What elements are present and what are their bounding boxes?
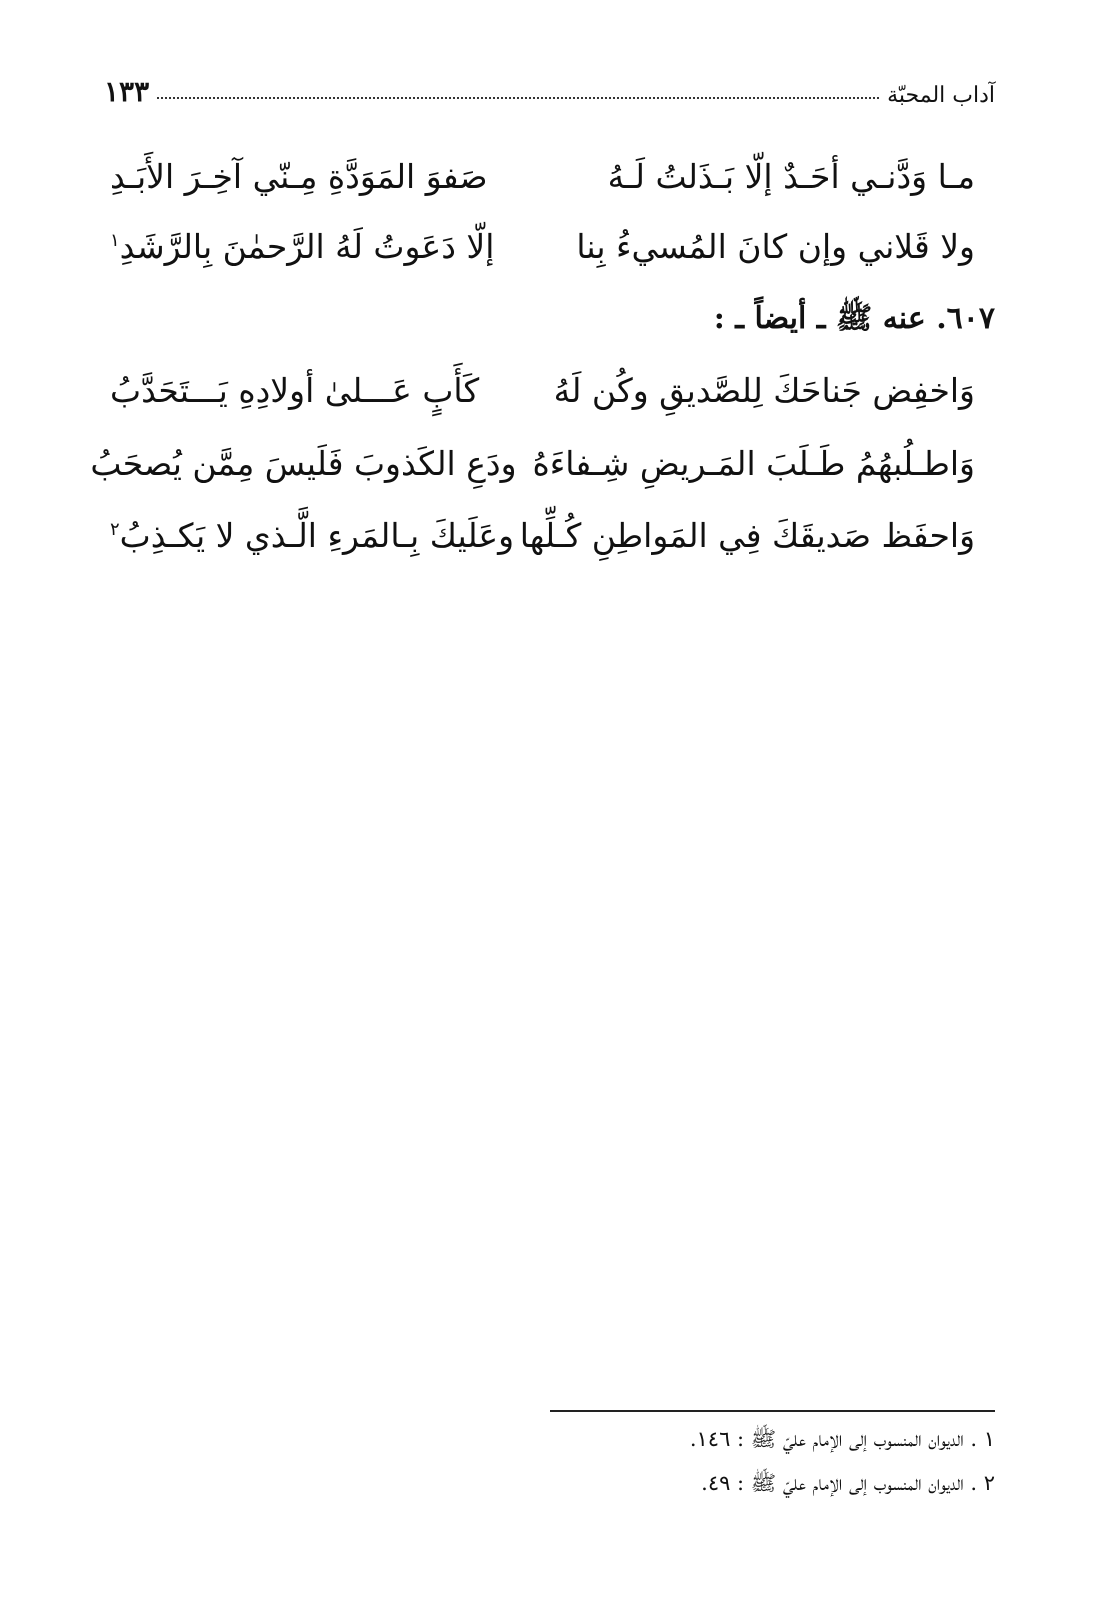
verse-line xyxy=(110,362,975,418)
verse-second-hemistich: صَفوَ المَوَدَّةِ مِـنّي آخِـرَ الأَبَـدِ xyxy=(110,156,488,196)
verse-line xyxy=(110,218,975,274)
item-heading: ٦٠٧. عنه ﷺ ـ أيضاً ـ : xyxy=(713,301,995,336)
verse-line xyxy=(110,148,975,204)
footnote-separator xyxy=(550,1410,995,1412)
verse-second-hemistich: وعَلَيكَ بِـالمَرءِ الَّـذي لا يَكـذِبُ$^٢$ xyxy=(110,515,515,555)
verse-line xyxy=(90,435,975,491)
verse-first-hemistich: ولا قَلاني وإن كانَ المُسيءُ بِنا xyxy=(576,226,975,266)
footnote-ref: ٢ xyxy=(110,518,120,540)
verse-second-hemistich: كَأَبٍ عَـــلىٰ أولادِهِ يَـــتَحَدَّبُ xyxy=(110,370,480,410)
verse-second-hemistich: ودَعِ الكَذوبَ فَلَيسَ مِمَّن يُصحَبُ xyxy=(90,443,517,483)
page-number: ١٣٣ xyxy=(104,75,150,108)
verse-first-hemistich: وَاحفَظ صَديقَكَ فِي المَواطِنِ كُـلِّها xyxy=(519,515,975,555)
verse-first-hemistich: مـا وَدَّنـي أحَـدٌ إلّا بَـذَلتُ لَـهُ xyxy=(607,156,975,196)
verse-second-hemistich: إلّا دَعَوتُ لَهُ الرَّحمٰنَ بِالرَّشَدِ$^١$ xyxy=(110,226,495,266)
running-header xyxy=(104,68,995,108)
footnote: ١ . الديوان المنسوب إلى الإمام عليّ ﷺ : ١٤٦. xyxy=(689,1427,995,1451)
chapter-title: آداب المحبّة xyxy=(887,83,995,108)
verse-first-hemistich: وَاخفِض جَناحَكَ لِلصَّديقِ وكُن لَهُ xyxy=(553,370,975,410)
footnote-ref: ١ xyxy=(110,229,120,251)
verse-line xyxy=(110,507,975,563)
verse-first-hemistich: وَاطـلُبهُمُ طَـلَبَ المَـريضِ شِـفاءَهُ xyxy=(532,443,975,483)
footnote: ٢ . الديوان المنسوب إلى الإمام عليّ ﷺ : ٤٩. xyxy=(701,1471,995,1495)
dotted-leader xyxy=(157,97,879,99)
